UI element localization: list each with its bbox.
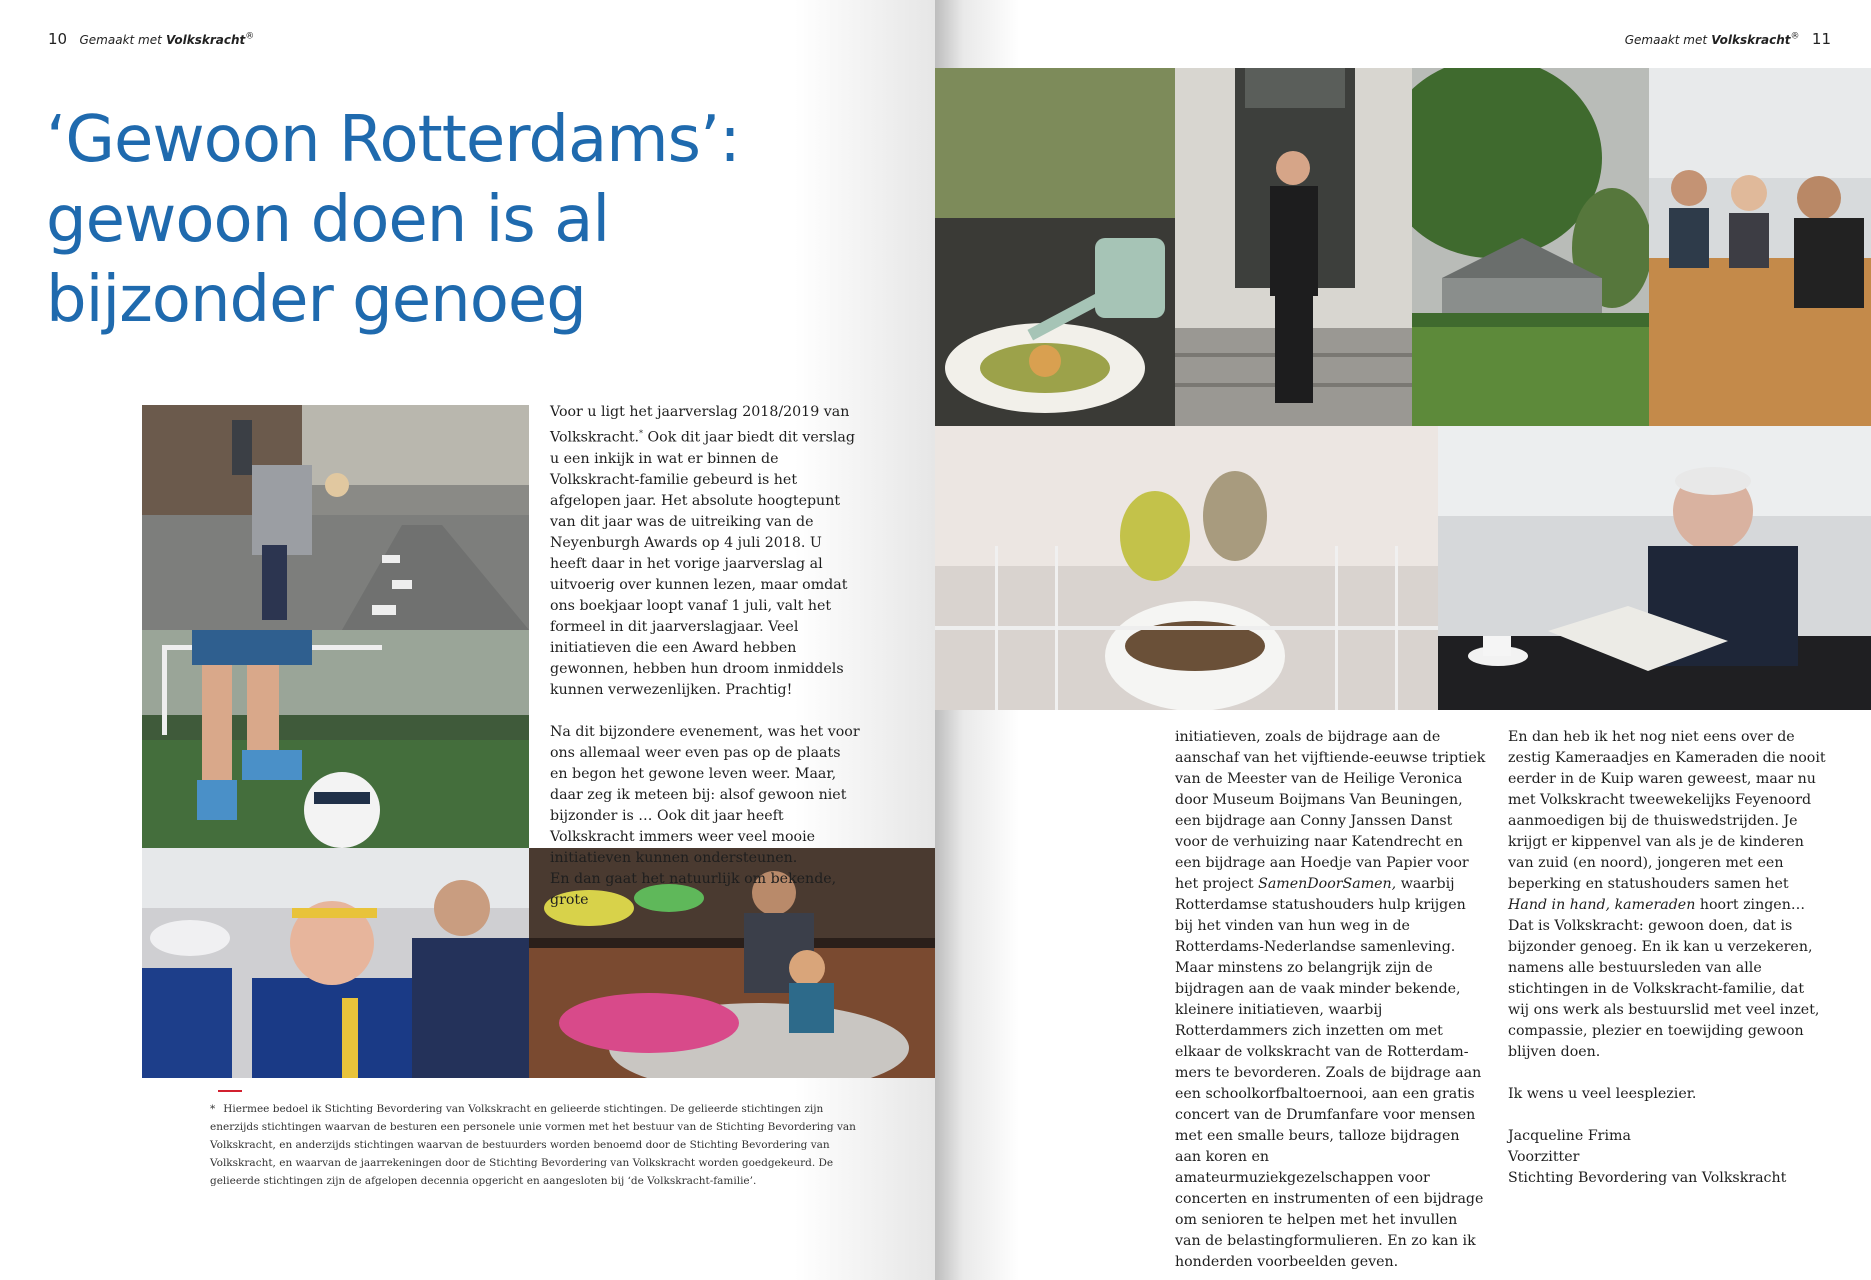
intro-p1-end: Ook dit jaar biedt dit verslag u een inkijk in wat er binnen de Volkskracht-familie gebeurd is het afgelopen jaar. Het absolute hoogtepunt van dit jaar was de uitreiking van de Neyenburgh Awards op 4 juli 2018. U heeft daar in het vorige jaarverslag al uitvoerig over kunnen lezen, maar omdat ons boekjaar loopt vanaf 1 juli, valt het formeel in dit jaarverslagjaar. Veel initiatieven die een Award hebben gewonnen, hebben hun droom inmiddels kunnen verwezenlijken. Prachtig! (550, 429, 855, 698)
photo-park-trees (1412, 68, 1649, 426)
intro-p3: En dan gaat het natuurlijk om bekende, grote (550, 870, 837, 908)
col1-p1-end: waarbij Rotterdamse statushouders hulp krijgen bij het vinden van hun weg in de Rotterdams-Nederlandse samenleving. (1175, 876, 1466, 955)
intro-p1-start: Voor u ligt het jaarverslag 2018/2019 van Volkskracht. (550, 404, 850, 446)
intro-footnote-mark: * (639, 429, 644, 438)
col1-p2: Maar minstens zo belangrijk zijn de bijdragen aan de vaak minder bekende, kleinere initiatieven, waarbij Rotterdammers zich inzetten om met elkaar de volkskracht van de Rotterdammers te bevorderen. Zoals de bijdrage aan een schoolkorfbaltoernooi, aan een gratis concert van de Drumfanfare voor mensen met een smalle beurs, talloze bijdragen aan koren en amateurmuziekgezelschappen voor concerten en instrumenten of een bijdrage om senioren te helpen met het invullen van de belastingformulieren. En zo kan ik honderden voorbeelden geven. (1175, 960, 1484, 1270)
footnote-text: Hiermee bedoel ik Stichting Bevordering van Volkskracht en gelieerde stichtingen. De gelieerde stichtingen zijn enerzijds stichtingen waarvan de besturen een personele unie vormen met het bestuur van de Stichting Bevordering van Volkskracht, en anderzijds stichtingen waarvan de bestuurders worden benoemd door de Stichting Bevordering van Volkskracht, en waarvan de jaarrekeningen door de Stichting Bevordering van Volkskracht worden goedgekeurd. De gelieerde stichtingen zijn de afgelopen decennia opgericht en aangesloten bij ‘de Volkskracht-familie’. (210, 1103, 856, 1187)
photo-children-meeting (1649, 68, 1871, 426)
signature-org: Stichting Bevordering van Volkskracht (1508, 1170, 1787, 1186)
running-head-brand-right: Volkskracht (1711, 33, 1791, 47)
col2-p1-italic: Hand in hand, kameraden (1508, 897, 1696, 913)
registered-mark: ® (245, 31, 255, 42)
headline-line-3: bijzonder genoeg (46, 263, 586, 337)
headline-line-2: gewoon doen is al (46, 183, 610, 257)
footnote-rule (218, 1090, 242, 1092)
footnote-marker: * (210, 1103, 216, 1115)
right-column-2 (1508, 727, 1826, 1189)
col1-p1-italic: SamenDoorSamen, (1258, 876, 1397, 892)
photo-watering-can-dish (935, 68, 1175, 426)
right-page (935, 0, 1871, 1280)
signature-name: Jacqueline Frima (1508, 1128, 1631, 1144)
intro-p2: Na dit bijzondere evenement, was het voor ons allemaal weer even pas op de plaats en begon het gewone leven weer. Maar, daar zeg ik meteen bij: alsof gewoon niet bijzonder is … Ook dit jaar heeft Volkskracht immers weer veel mooie initiatieven kunnen ondersteunen. (550, 723, 860, 866)
running-head-right (1625, 30, 1831, 48)
running-head-prefix-right: Gemaakt met (1624, 33, 1708, 47)
page-number-right: 11 (1811, 30, 1831, 48)
col2-p1-end: hoort zingen… (1695, 897, 1806, 913)
footnote (210, 1100, 860, 1190)
col2-p2: Dat is Volkskracht: gewoon doen, dat is bijzonder genoeg. En ik kan u verzekeren, namens alle bestuursleden van alle stichtingen in de Volkskracht-familie, dat wij ons werk als bestuurslid met veel inzet, compassie, plezier en toewijding gewoon blijven doen. (1508, 918, 1820, 1060)
running-head-left (48, 30, 254, 48)
photo-man-reading-book (1438, 426, 1871, 710)
photo-street-woman (142, 405, 529, 630)
photo-woman-doorway (1175, 68, 1412, 426)
headline-line-1: ‘Gewoon Rotterdams’: (46, 103, 740, 177)
running-head-prefix: Gemaakt met (79, 33, 162, 47)
intro-column (550, 402, 860, 911)
running-head-brand: Volkskracht (165, 33, 246, 47)
page-number-left: 10 (48, 30, 68, 48)
col1-p1-start: initiatieven, zoals de bijdrage aan de aanschaf van het vijftiende-eeuwse triptiek van de Meester van de Heilige Veronica door Museum Boijmans Van Beuningen, een bijdrage aan Conny Janssen Danst voor de verhuizing naar Katendrecht en een bijdrage aan Hoedje van Papier voor het project (1175, 729, 1486, 892)
left-page (0, 0, 935, 1280)
photo-canary-birds (935, 426, 1438, 710)
photo-drum-band-uniform (142, 848, 529, 1078)
col2-p3: Ik wens u veel leesplezier. (1508, 1086, 1697, 1102)
article-headline (46, 100, 746, 340)
col2-p1-start: En dan heb ik het nog niet eens over de zestig Kameraadjes en Kameraden die nooit eerder in de Kuip waren geweest, maar nu met Volkskracht tweewekelijks Feyenoord aanmoedigen bij de thuiswedstrijden. Je krijgt er kippenvel van als je de kinderen van zuid (en noord), jongeren met een beperking en statushouders samen het (1508, 729, 1826, 892)
photo-football-player (142, 630, 529, 848)
right-column-1 (1175, 727, 1487, 1273)
signature-role: Voorzitter (1508, 1149, 1580, 1165)
registered-mark-right: ® (1790, 31, 1800, 42)
